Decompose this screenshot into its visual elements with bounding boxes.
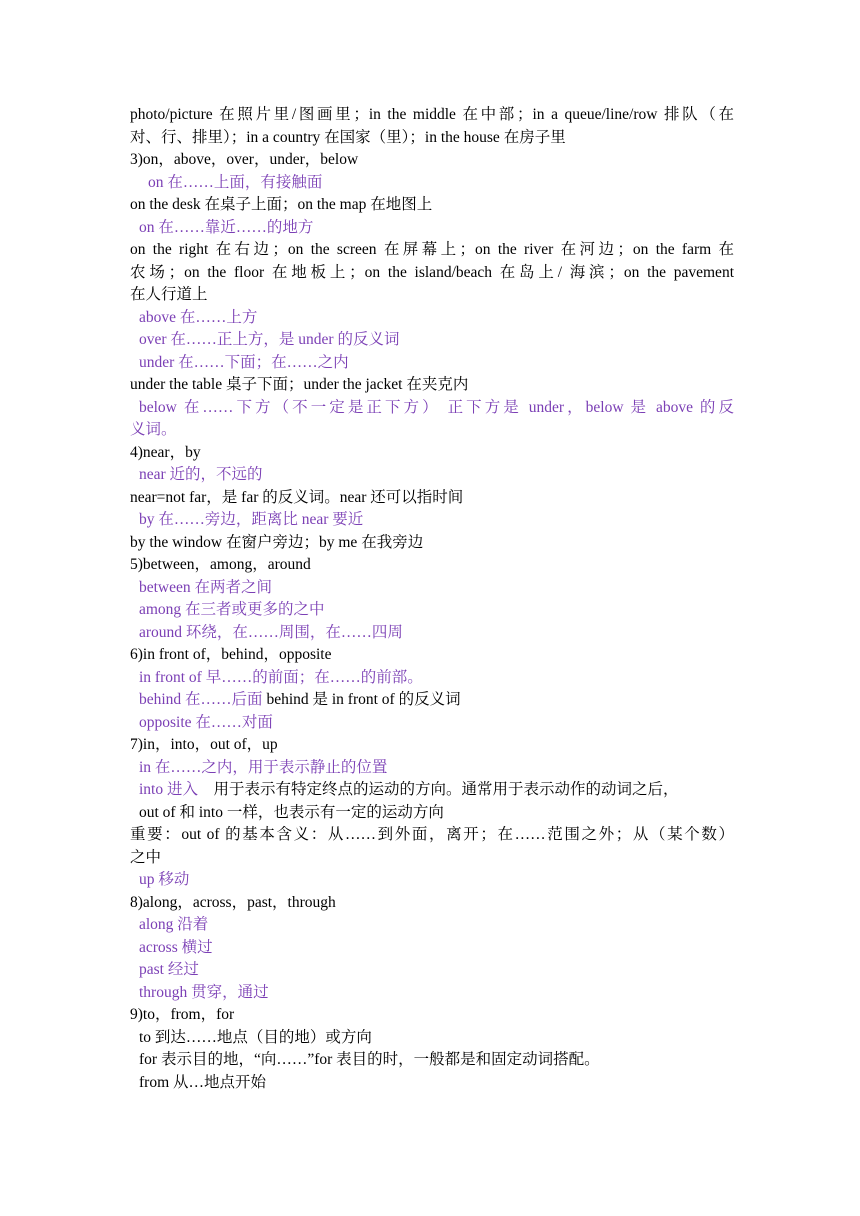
definition-line: on 在……上面，有接触面 [148, 173, 323, 191]
text-line: to 到达……地点（目的地）或方向 [139, 1028, 372, 1046]
definition-line: past 经过 [139, 961, 199, 978]
text-line: 对、行、排里）；in a country 在国家（里）；in the house 在房子里 [130, 128, 566, 146]
text-line: by the window 在窗户旁边；by me 在我旁边 [130, 533, 424, 551]
text-line: under the table 桌子下面；under the jacket 在夹克内 [130, 376, 469, 393]
text-line: out of 和 into 一样，也表示有一定的运动方向 [139, 803, 444, 821]
text-line: from 从…地点开始 [139, 1073, 267, 1091]
text-line: for 表示目的地，“向……”for 表目的时，一般都是和固定动词搭配。 [139, 1051, 600, 1068]
section-heading: 7)in，into，out of，up [130, 736, 278, 753]
text-line: near=not far，是 far 的反义词。near 还可以指时间 [130, 488, 464, 506]
definition-line: in front of 早……的前面；在……的前部。 [139, 668, 423, 686]
text-line: 在人行道上 [130, 286, 208, 303]
section-heading: 4)near，by [130, 443, 201, 461]
section-heading: 5)between，among，around [130, 556, 311, 573]
definition-line: on 在……靠近……的地方 [139, 218, 314, 236]
definition-line: in 在……之内，用于表示静止的位置 [139, 758, 388, 776]
definition-line: by 在……旁边，距离比 near 要近 [139, 511, 364, 528]
text-line: 重要：out of 的基本含义：从……到外面，离开；在……范围之外；从（某个数） [130, 826, 734, 843]
definition-line: along 沿着 [139, 916, 209, 933]
definition-line [130, 689, 734, 712]
definition-line: among 在三者或更多的之中 [139, 601, 325, 618]
definition-line: between 在两者之间 [139, 578, 273, 596]
definition-line: over 在……正上方，是 under 的反义词 [139, 331, 400, 348]
document-page [130, 104, 734, 1094]
definition-term: into 进入 [139, 781, 198, 798]
definition-line: above 在……上方 [139, 308, 258, 326]
definition-line: below 在……下方（不一定是正下方） 正下方是 under，below 是 above 的反 [139, 398, 734, 416]
text-line: on the right 在右边；on the screen 在屏幕上；on the river 在河边；on the farm 在 [130, 241, 734, 258]
definition-line: across 横过 [139, 938, 213, 956]
section-heading: 9)to，from，for [130, 1006, 235, 1023]
section-heading: 3)on，above，over，under，below [130, 151, 359, 168]
definition-line: opposite 在……对面 [139, 713, 273, 731]
definition-line: under 在……下面；在……之内 [139, 353, 349, 371]
definition-note: 用于表示有特定终点的运动的方向。通常用于表示动作的动词之后， [198, 781, 679, 798]
section-heading: 8)along，across，past，through [130, 893, 336, 911]
text-line: photo/picture 在照片里/图画里；in the middle 在中部；in a queue/line/row 排队（在 [130, 106, 734, 123]
definition-term: behind 在……后面 [139, 691, 263, 708]
definition-line: up 移动 [139, 871, 190, 888]
definition-line: near 近的，不远的 [139, 466, 263, 483]
section-heading: 6)in front of，behind，opposite [130, 646, 332, 663]
definition-line: 义词。 [130, 421, 177, 438]
definition-line: through 贯穿，通过 [139, 983, 269, 1001]
text-line: 农场；on the floor 在地板上；on the island/beach 在岛上/ 海滨；on the pavement [130, 263, 734, 281]
definition-line: around 环绕，在……周围，在……四周 [139, 623, 403, 641]
text-line: on the desk 在桌子上面；on the map 在地图上 [130, 196, 433, 213]
definition-note: behind 是 in front of 的反义词 [262, 691, 461, 708]
text-line: 之中 [130, 848, 162, 866]
definition-line [130, 779, 734, 802]
